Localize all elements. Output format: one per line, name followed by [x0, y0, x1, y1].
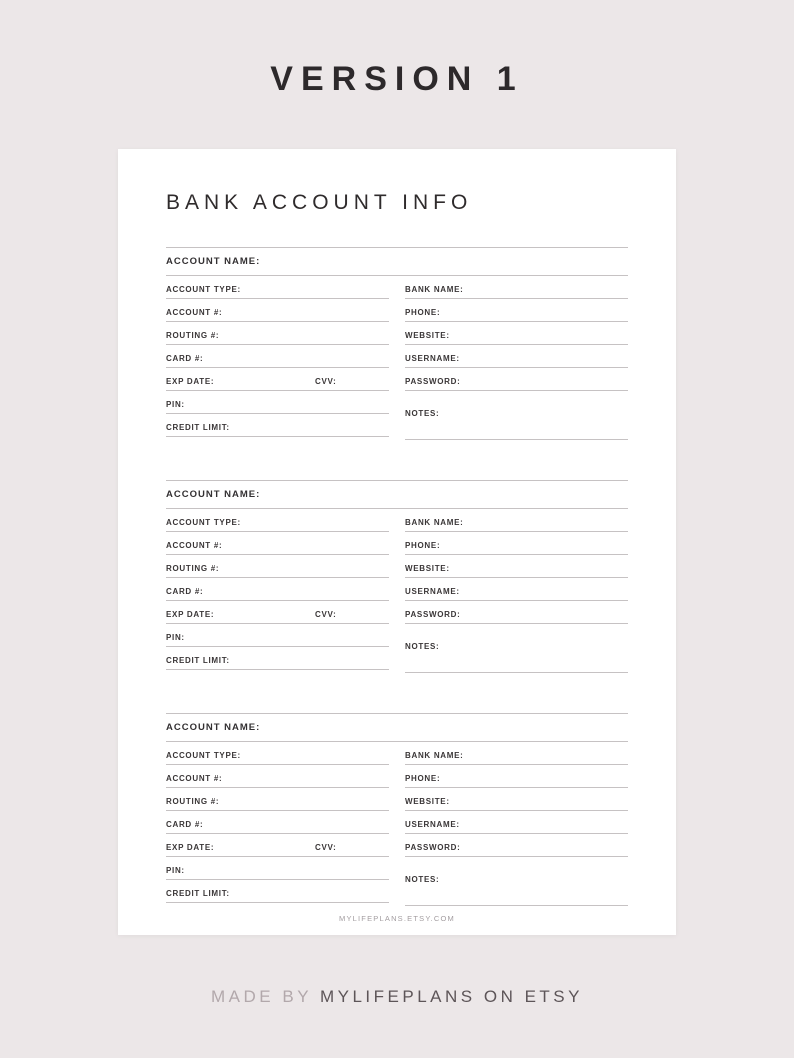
- password-field: [405, 834, 628, 857]
- credit-limit-label: CREDIT LIMIT:: [166, 889, 230, 898]
- right-column: [405, 742, 628, 906]
- right-column: [405, 276, 628, 440]
- planner-page: [118, 149, 676, 935]
- right-column: [405, 509, 628, 673]
- section-columns: [166, 742, 628, 906]
- account-name-field: [166, 713, 628, 742]
- website-label: WEBSITE:: [405, 331, 450, 340]
- pin-label: PIN:: [166, 400, 185, 409]
- account-name-label: ACCOUNT NAME:: [166, 722, 261, 733]
- version-title: VERSION 1: [270, 60, 524, 98]
- pin-field: [166, 391, 389, 414]
- notes-field: [405, 857, 628, 906]
- username-label: USERNAME:: [405, 820, 460, 829]
- card-number-field: [166, 345, 389, 368]
- brand-name: MYLIFEPLANS ON ETSY: [319, 987, 583, 1006]
- website-field: [405, 322, 628, 345]
- made-by-caption: [0, 987, 794, 1007]
- pin-label: PIN:: [166, 866, 185, 875]
- card-number-field: [166, 578, 389, 601]
- pin-label: PIN:: [166, 633, 185, 642]
- routing-number-field: [166, 555, 389, 578]
- phone-label: PHONE:: [405, 774, 441, 783]
- bank-name-label: BANK NAME:: [405, 518, 464, 527]
- website-label: WEBSITE:: [405, 797, 450, 806]
- password-field: [405, 368, 628, 391]
- account-number-field: [166, 532, 389, 555]
- website-label: WEBSITE:: [405, 564, 450, 573]
- account-number-label: ACCOUNT #:: [166, 774, 223, 783]
- account-type-label: ACCOUNT TYPE:: [166, 751, 241, 760]
- section-columns: [166, 276, 628, 440]
- credit-limit-field: [166, 880, 389, 903]
- footer-url: MYLIFEPLANS.ETSY.COM: [339, 914, 455, 923]
- account-name-field: [166, 480, 628, 509]
- bank-name-label: BANK NAME:: [405, 285, 464, 294]
- card-number-label: CARD #:: [166, 354, 204, 363]
- bank-name-field: [405, 509, 628, 532]
- password-field: [405, 601, 628, 624]
- username-field: [405, 811, 628, 834]
- notes-label: NOTES:: [405, 409, 440, 418]
- exp-date-cvv-field: [166, 368, 389, 391]
- phone-field: [405, 765, 628, 788]
- account-type-field: [166, 742, 389, 765]
- username-label: USERNAME:: [405, 587, 460, 596]
- account-name-label: ACCOUNT NAME:: [166, 489, 261, 500]
- routing-number-field: [166, 788, 389, 811]
- account-section: [166, 480, 628, 673]
- phone-label: PHONE:: [405, 541, 441, 550]
- phone-field: [405, 299, 628, 322]
- account-section: [166, 247, 628, 440]
- cvv-label: CVV:: [315, 377, 337, 386]
- cvv-label: CVV:: [315, 843, 337, 852]
- section-columns: [166, 509, 628, 673]
- notes-field: [405, 391, 628, 440]
- account-type-field: [166, 276, 389, 299]
- pin-field: [166, 857, 389, 880]
- website-field: [405, 555, 628, 578]
- exp-date-cvv-field: [166, 834, 389, 857]
- password-label: PASSWORD:: [405, 377, 461, 386]
- card-number-label: CARD #:: [166, 587, 204, 596]
- credit-limit-label: CREDIT LIMIT:: [166, 423, 230, 432]
- left-column: [166, 742, 389, 906]
- username-label: USERNAME:: [405, 354, 460, 363]
- account-number-field: [166, 299, 389, 322]
- username-field: [405, 345, 628, 368]
- exp-date-cvv-field: [166, 601, 389, 624]
- account-name-field: [166, 247, 628, 276]
- bank-name-field: [405, 742, 628, 765]
- account-number-label: ACCOUNT #:: [166, 541, 223, 550]
- password-label: PASSWORD:: [405, 610, 461, 619]
- routing-number-label: ROUTING #:: [166, 331, 220, 340]
- notes-label: NOTES:: [405, 642, 440, 651]
- credit-limit-label: CREDIT LIMIT:: [166, 656, 230, 665]
- pin-field: [166, 624, 389, 647]
- account-number-label: ACCOUNT #:: [166, 308, 223, 317]
- bank-name-field: [405, 276, 628, 299]
- website-field: [405, 788, 628, 811]
- left-column: [166, 509, 389, 673]
- phone-label: PHONE:: [405, 308, 441, 317]
- credit-limit-field: [166, 647, 389, 670]
- bank-name-label: BANK NAME:: [405, 751, 464, 760]
- exp-date-label: EXP DATE:: [166, 377, 215, 386]
- account-type-field: [166, 509, 389, 532]
- account-section: [166, 713, 628, 906]
- card-number-label: CARD #:: [166, 820, 204, 829]
- credit-limit-field: [166, 414, 389, 437]
- exp-date-label: EXP DATE:: [166, 843, 215, 852]
- notes-field: [405, 624, 628, 673]
- card-number-field: [166, 811, 389, 834]
- routing-number-field: [166, 322, 389, 345]
- page-title: BANK ACCOUNT INFO: [166, 191, 473, 214]
- account-type-label: ACCOUNT TYPE:: [166, 285, 241, 294]
- cvv-label: CVV:: [315, 610, 337, 619]
- exp-date-label: EXP DATE:: [166, 610, 215, 619]
- phone-field: [405, 532, 628, 555]
- password-label: PASSWORD:: [405, 843, 461, 852]
- notes-label: NOTES:: [405, 875, 440, 884]
- routing-number-label: ROUTING #:: [166, 564, 220, 573]
- account-number-field: [166, 765, 389, 788]
- username-field: [405, 578, 628, 601]
- account-name-label: ACCOUNT NAME:: [166, 256, 261, 267]
- account-type-label: ACCOUNT TYPE:: [166, 518, 241, 527]
- routing-number-label: ROUTING #:: [166, 797, 220, 806]
- left-column: [166, 276, 389, 440]
- made-by-label: MADE BY: [211, 987, 312, 1006]
